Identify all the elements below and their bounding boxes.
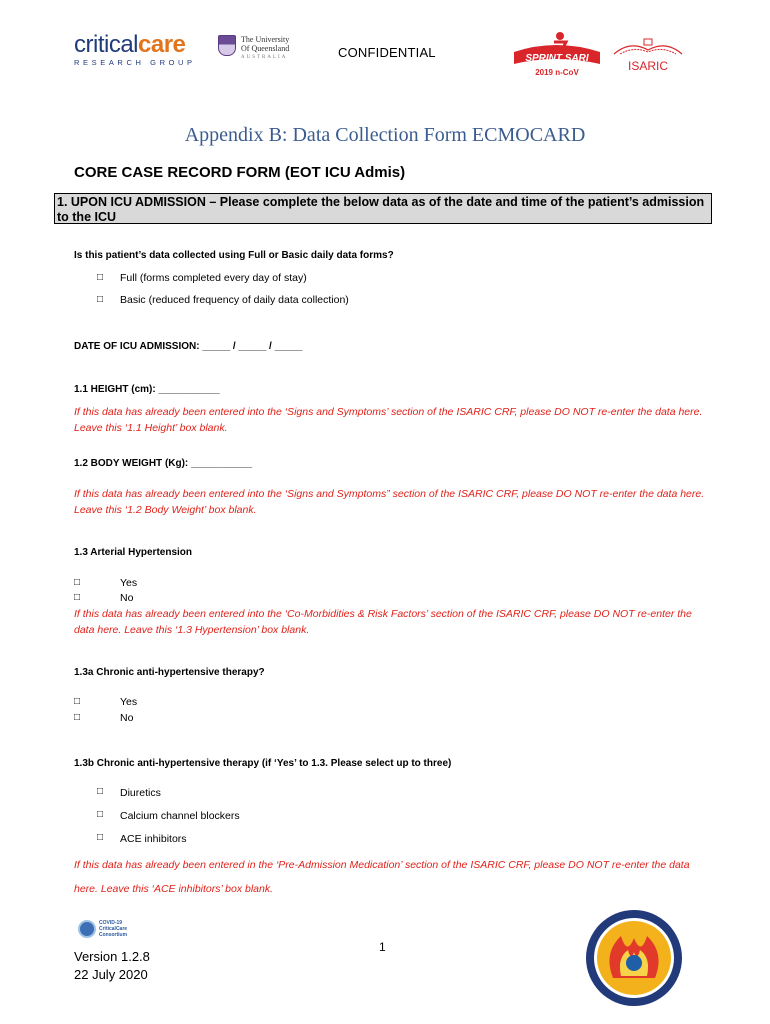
hypertension-yes-label: Yes: [120, 577, 138, 589]
checkbox-hypertension-yes[interactable]: □: [74, 577, 81, 588]
confidential-label: CONFIDENTIAL: [338, 45, 436, 60]
cc-logo-subtitle: RESEARCH GROUP: [74, 58, 196, 67]
version-date: 22 July 2020: [74, 967, 148, 982]
checkbox-full[interactable]: □: [97, 272, 104, 283]
isaric-text: ISARIC: [627, 59, 669, 73]
option-diuretics-label: Diuretics: [120, 787, 161, 799]
uq-logo: [218, 35, 289, 62]
question-chronic-therapy: 1.3a Chronic anti-hypertensive therapy?: [74, 667, 265, 678]
checkbox-ccb[interactable]: □: [97, 809, 104, 820]
option-ace-label: ACE inhibitors: [120, 833, 187, 845]
question-daily-forms: Is this patient’s data collected using Full or Basic daily data forms?: [74, 250, 394, 261]
critical-care-logo: [74, 33, 196, 67]
checkbox-chronic-yes[interactable]: □: [74, 696, 81, 707]
covid-logo-text: COVID-19 CriticalCare Consortium: [99, 920, 128, 938]
version-block: [74, 948, 150, 984]
checkbox-basic[interactable]: □: [97, 294, 104, 305]
uq-line-3: AUSTRALIA: [241, 55, 288, 60]
weight-note: If this data has already been entered into the ‘Signs and Symptoms” section of the ISARIC CRF, please DO NOT re-enter the data here. Leave this ‘1.2 Body Weight’ box blank.: [74, 488, 705, 516]
covid-globe-icon: [78, 920, 96, 938]
isaric-logo: [610, 36, 686, 74]
uq-line-2: Of Queensland: [241, 44, 290, 53]
sprint-line-1: SPRINT SARI: [525, 53, 589, 64]
runner-icon: [556, 32, 564, 40]
ace-note: If this data has already been entered in the ‘Pre-Admission Medication’ section of the ISARIC CRF, please DO NOT re-enter the data here. Leave this ‘ACE inhibitors’ box blank.: [74, 859, 690, 895]
chronic-yes-label: Yes: [120, 696, 138, 708]
height-field[interactable]: 1.1 HEIGHT (cm): ___________: [74, 384, 220, 395]
checkbox-chronic-no[interactable]: □: [74, 712, 81, 723]
question-hypertension: 1.3 Arterial Hypertension: [74, 547, 193, 558]
chronic-no-label: No: [120, 712, 134, 724]
section-heading: 1. UPON ICU ADMISSION – Please complete the below data as of the date and time of the patient’s admission to the ICU: [54, 193, 712, 224]
version-label: Version 1.2.8: [74, 949, 150, 964]
option-ccb-label: Calcium channel blockers: [120, 810, 240, 822]
body-weight-field[interactable]: 1.2 BODY WEIGHT (Kg): ___________: [74, 458, 253, 469]
sprint-sari-logo: [508, 30, 606, 80]
hypertension-note: If this data has already been entered into the ‘Co-Morbidities & Risk Factors’ section of the ISARIC CRF, please DO NOT re-enter the data here. Leave this ‘1.3 Hypertension’ box blank.: [74, 608, 692, 636]
cc-logo-word-b: care: [138, 31, 186, 58]
document-title: Appendix B: Data Collection Form ECMOCARD: [184, 124, 586, 146]
sprint-line-2: 2019 n-CoV: [535, 68, 579, 77]
uq-crest-icon: [218, 35, 236, 56]
option-full-label: Full (forms completed every day of stay): [120, 272, 307, 284]
cc-logo-word-a: critical: [74, 31, 139, 58]
checkbox-diuretics[interactable]: □: [97, 786, 104, 797]
checkbox-ace[interactable]: □: [97, 832, 104, 843]
checkbox-hypertension-no[interactable]: □: [74, 592, 81, 603]
elso-asia-pacific-logo: [583, 908, 685, 1008]
question-chronic-select: 1.3b Chronic anti-hypertensive therapy (if ‘Yes’ to 1.3. Please select up to three): [74, 758, 452, 769]
page-number: 1: [379, 940, 386, 954]
form-subtitle: CORE CASE RECORD FORM (EOT ICU Admis): [74, 164, 406, 181]
date-of-icu-admission-field[interactable]: DATE OF ICU ADMISSION: _____ / _____ / _____: [74, 341, 303, 352]
covid-consortium-logo: [78, 920, 139, 938]
height-note: If this data has already been entered into the ‘Signs and Symptoms’ section of the ISARIC CRF, please DO NOT re-enter the data here. Leave this ‘1.1 Height’ box blank.: [74, 406, 703, 434]
option-basic-label: Basic (reduced frequency of daily data collection): [120, 294, 349, 306]
hypertension-no-label: No: [120, 592, 134, 604]
uq-line-1: The University: [241, 35, 290, 44]
